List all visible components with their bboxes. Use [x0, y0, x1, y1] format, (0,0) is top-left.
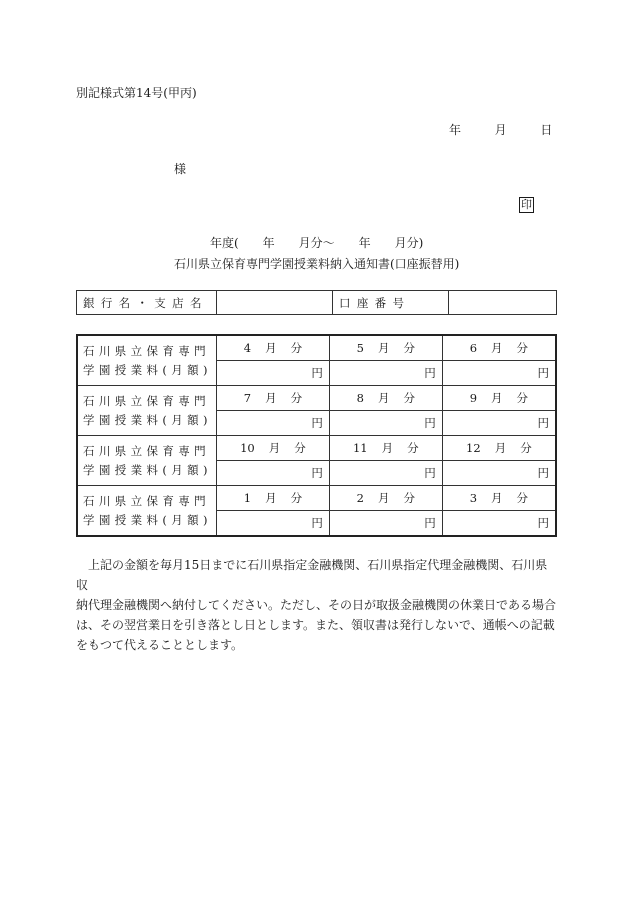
month-suffix: 分 [403, 341, 415, 355]
fee-category-label [77, 335, 217, 386]
fee-label-line: 石川県立保育専門 [83, 343, 210, 358]
date-day-label: 日 [540, 123, 553, 137]
month-number: 9 [469, 391, 478, 405]
month-header-cell [217, 335, 330, 361]
monthly-fee-table [76, 334, 557, 537]
month-header-cell [329, 436, 442, 461]
note-line: 納代理金融機関へ納付してください。ただし、その日が取扱金融機関の休業日である場合 [76, 598, 557, 612]
bank-branch-field[interactable] [217, 291, 333, 315]
month-char: 月 [265, 491, 277, 505]
month-char: 月 [377, 341, 390, 355]
fee-amount-cell[interactable]: 円 [217, 511, 330, 537]
month-char: 月 [377, 391, 390, 405]
month-number: 6 [469, 341, 478, 355]
fee-category-label [77, 436, 217, 486]
month-header-cell [442, 436, 556, 461]
month-header-cell [217, 486, 330, 511]
fee-table-body [77, 335, 556, 536]
fee-amount-cell[interactable]: 円 [217, 461, 330, 486]
month-char: 月 [491, 491, 503, 505]
month-char: 月 [491, 341, 503, 355]
month-suffix: 分 [516, 341, 529, 355]
note-line: は、その翌営業日を引き落とし日とします。また、領収書は発行しないで、通帳への記載 [76, 618, 555, 632]
month-suffix: 分 [294, 441, 306, 455]
month-number: 5 [356, 341, 364, 355]
fee-label-line: 学園授業料(月額) [83, 462, 212, 477]
month-char: 月 [265, 341, 277, 355]
month-header-cell [442, 386, 556, 411]
addressee-suffix: 様 [174, 162, 187, 176]
fee-category-label [77, 486, 217, 537]
fee-month-row [77, 335, 556, 361]
month-suffix: 分 [516, 491, 529, 505]
form-number: 別記様式第14号(甲丙) [76, 86, 197, 100]
fee-category-label [77, 386, 217, 436]
month-char: 月 [268, 441, 281, 455]
month-header-cell [217, 386, 330, 411]
month-suffix: 分 [520, 441, 532, 455]
month-header-cell [329, 335, 442, 361]
fee-amount-cell[interactable]: 円 [329, 361, 442, 386]
month-suffix: 分 [290, 341, 303, 355]
fee-amount-cell[interactable]: 円 [442, 461, 556, 486]
fee-label-line: 学園授業料(月額) [83, 362, 212, 377]
fee-amount-cell[interactable]: 円 [217, 411, 330, 436]
month-number: 2 [356, 491, 364, 505]
month-number: 3 [469, 491, 478, 505]
note-line: をもつて代えることとします。 [76, 638, 244, 652]
seal-stamp-box: 印 [521, 198, 532, 211]
month-number: 11 [352, 441, 368, 455]
month-header-cell [442, 486, 556, 511]
fee-amount-cell[interactable]: 円 [217, 361, 330, 386]
fee-label-line: 学園授業料(月額) [83, 412, 212, 427]
bank-branch-label: 銀行名・支店名 [77, 291, 217, 315]
month-char: 月 [377, 491, 390, 505]
payment-note [76, 555, 558, 655]
fee-month-row [77, 486, 556, 511]
month-header-cell [442, 335, 556, 361]
fee-label-line: 学園授業料(月額) [83, 512, 212, 527]
fee-month-row [77, 386, 556, 411]
date-month-label: 月 [494, 123, 507, 137]
month-suffix: 分 [403, 491, 415, 505]
account-number-field[interactable] [449, 291, 557, 315]
month-char: 月 [265, 391, 277, 405]
fee-label-line: 石川県立保育専門 [83, 393, 210, 408]
fee-amount-cell[interactable]: 円 [442, 361, 556, 386]
month-header-cell [217, 436, 330, 461]
date-year-label: 年 [449, 123, 462, 137]
month-suffix: 分 [403, 391, 415, 405]
month-header-cell [329, 386, 442, 411]
fee-amount-cell[interactable]: 円 [329, 461, 442, 486]
fee-amount-cell[interactable]: 円 [442, 411, 556, 436]
month-number: 12 [466, 441, 481, 455]
month-header-cell [329, 486, 442, 511]
month-char: 月 [491, 391, 503, 405]
fee-label-line: 石川県立保育専門 [83, 493, 210, 508]
document-title: 石川県立保育専門学園授業料納入通知書(口座振替用) [174, 257, 460, 271]
month-number: 7 [243, 391, 252, 405]
fiscal-period: 年度( 年 月分〜 年 月分) [210, 236, 424, 250]
month-suffix: 分 [407, 441, 419, 455]
fee-month-row [77, 436, 556, 461]
month-char: 月 [494, 441, 507, 455]
month-number: 8 [356, 391, 364, 405]
fee-amount-cell[interactable]: 円 [442, 511, 556, 537]
fee-amount-cell[interactable]: 円 [329, 511, 442, 537]
month-number: 1 [243, 491, 252, 505]
month-suffix: 分 [290, 391, 303, 405]
month-number: 4 [243, 341, 252, 355]
month-suffix: 分 [516, 391, 529, 405]
fee-amount-cell[interactable]: 円 [329, 411, 442, 436]
bank-account-table [76, 290, 557, 315]
month-suffix: 分 [290, 491, 303, 505]
note-line: 上記の金額を毎月15日までに石川県指定金融機関、石川県指定代理金融機関、石川県収 [76, 558, 548, 592]
month-number: 10 [240, 441, 255, 455]
month-char: 月 [381, 441, 394, 455]
account-number-label: 口座番号 [333, 291, 449, 315]
issue-date [449, 121, 552, 138]
bank-account-row [77, 291, 557, 315]
fee-label-line: 石川県立保育専門 [83, 443, 210, 458]
